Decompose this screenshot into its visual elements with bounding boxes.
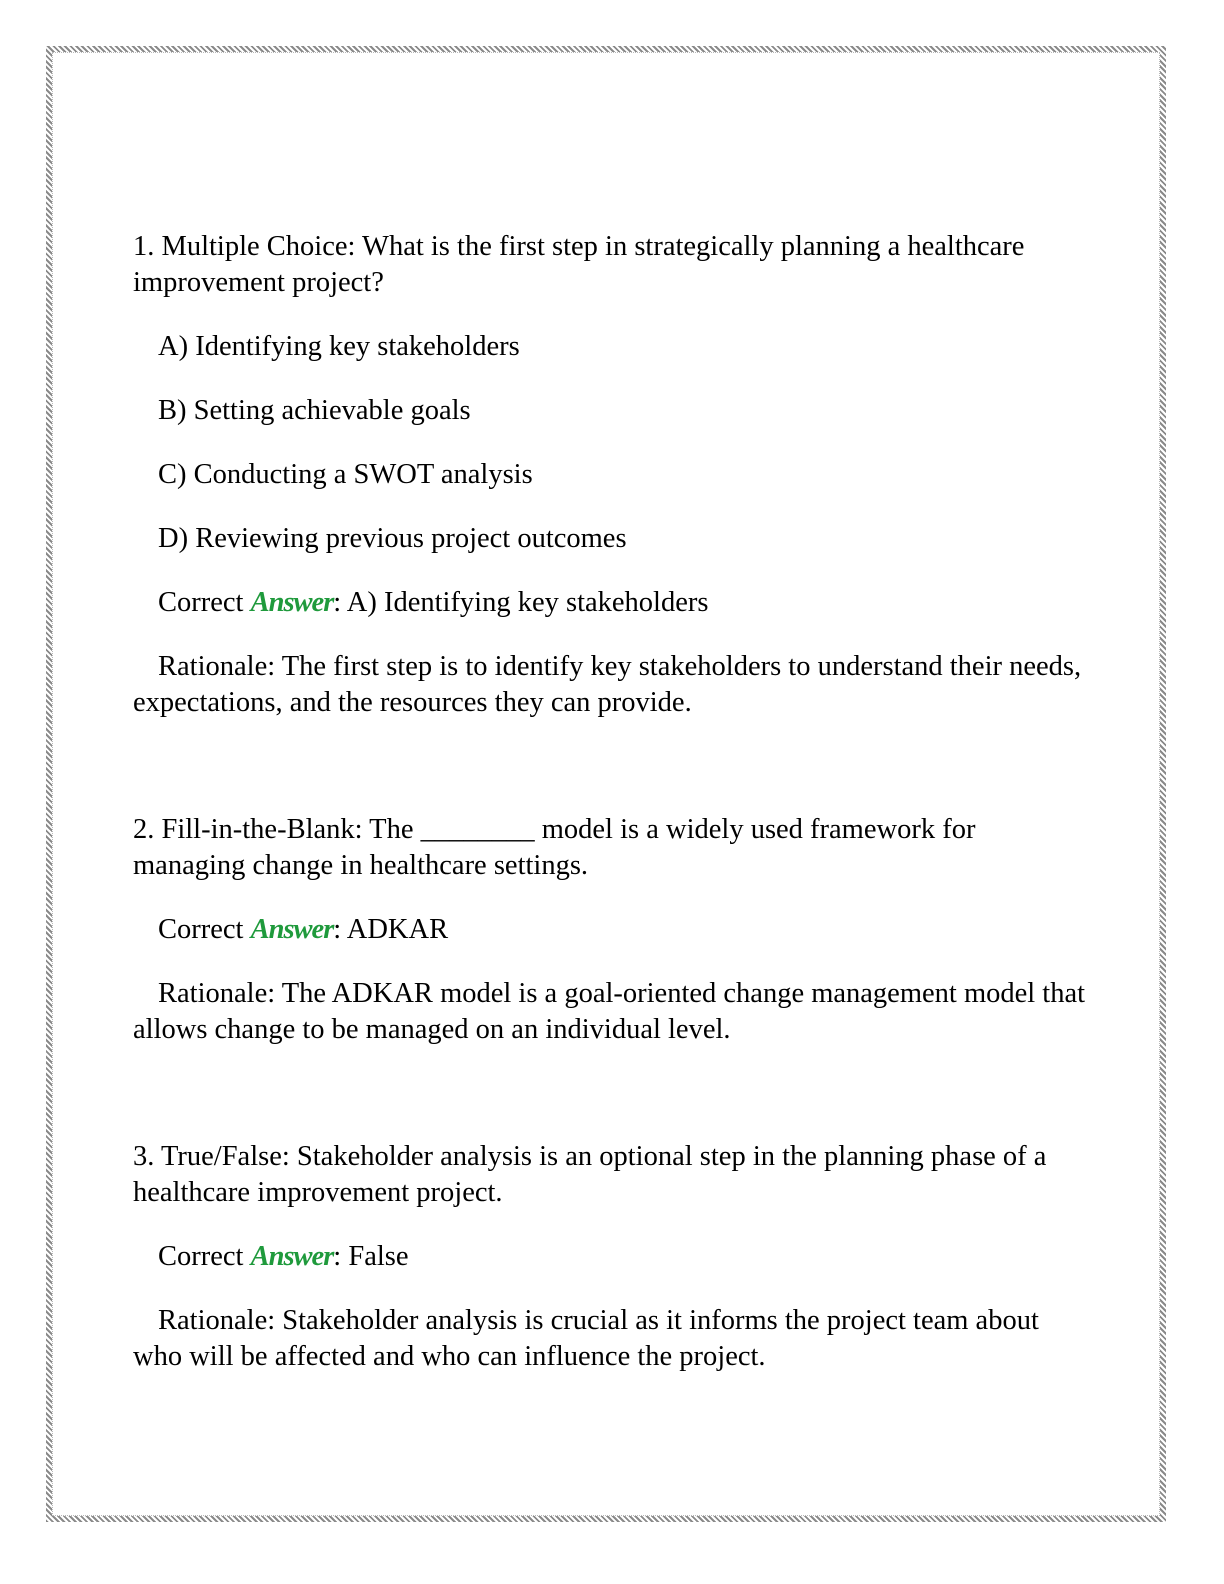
- question-3-rationale: Rationale: Stakeholder analysis is crucial as it informs the project team about who will be affected and who can influence the project.: [133, 1305, 1039, 1372]
- document-content: [133, 229, 1093, 1375]
- answer-highlight: Answer: [250, 1241, 334, 1272]
- answer-prefix: Correct: [158, 587, 251, 618]
- question-1: [133, 229, 1093, 721]
- question-2-text: 2. Fill-in-the-Blank: The ________ model is a widely used framework for managing change in healthcare settings.: [133, 814, 976, 881]
- question-1-text: 1. Multiple Choice: What is the first step in strategically planning a healthcare improvement project?: [133, 231, 1025, 298]
- question-1-rationale: Rationale: The first step is to identify key stakeholders to understand their needs, expectations, and the resources they can provide.: [133, 651, 1082, 718]
- question-2-correct-answer: [133, 912, 1093, 948]
- question-3: [133, 1139, 1093, 1375]
- answer-value: : ADKAR: [333, 914, 449, 945]
- question-1-option-c: C) Conducting a SWOT analysis: [158, 459, 533, 490]
- question-2: [133, 812, 1093, 1048]
- answer-prefix: Correct: [158, 914, 251, 945]
- answer-value: : A) Identifying key stakeholders: [333, 587, 709, 618]
- question-1-option-b: B) Setting achievable goals: [158, 395, 471, 426]
- answer-value: : False: [333, 1241, 409, 1272]
- question-3-text: 3. True/False: Stakeholder analysis is an optional step in the planning phase of a healthcare improvement project.: [133, 1141, 1047, 1208]
- question-1-option-d: D) Reviewing previous project outcomes: [158, 523, 627, 554]
- answer-highlight: Answer: [250, 587, 334, 618]
- question-1-option-a: A) Identifying key stakeholders: [158, 331, 520, 362]
- question-1-correct-answer: [133, 585, 1093, 621]
- answer-prefix: Correct: [158, 1241, 251, 1272]
- answer-highlight: Answer: [250, 914, 334, 945]
- question-2-rationale: Rationale: The ADKAR model is a goal-oriented change management model that allows change to be managed on an individual level.: [133, 978, 1086, 1045]
- question-3-correct-answer: [133, 1239, 1093, 1275]
